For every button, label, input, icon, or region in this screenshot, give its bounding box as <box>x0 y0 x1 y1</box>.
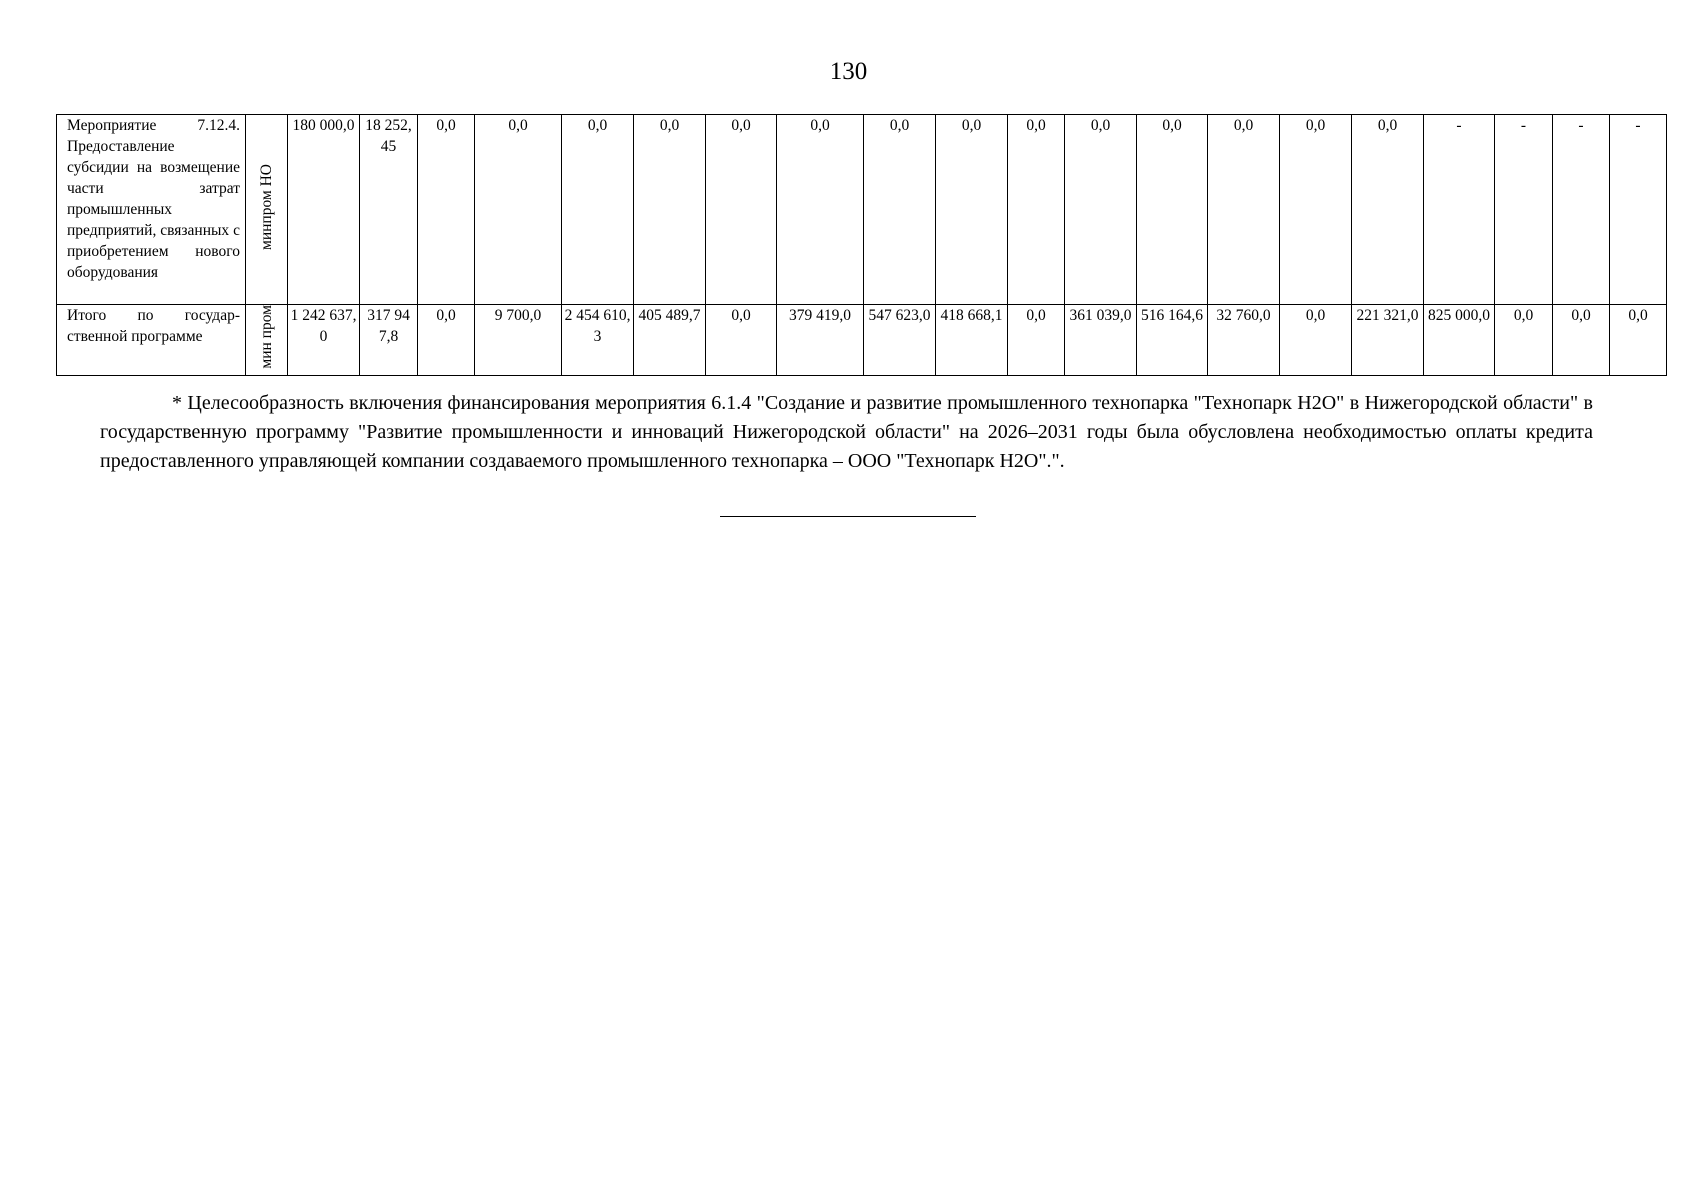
value-cell: - <box>1424 115 1495 305</box>
budget-table <box>56 114 1667 376</box>
value-cell: 0,0 <box>475 115 562 305</box>
value-cell: 547 623,0 <box>864 305 936 376</box>
value-cell: 405 489,7 <box>634 305 706 376</box>
value-cell: 0,0 <box>864 115 936 305</box>
value-cell: 32 760,0 <box>1208 305 1280 376</box>
value-cell: 0,0 <box>1208 115 1280 305</box>
executor-label: минпром НО <box>258 163 275 250</box>
value-cell: 221 321,0 <box>1352 305 1424 376</box>
value-cell: 0,0 <box>562 115 634 305</box>
value-cell: 0,0 <box>1280 115 1352 305</box>
value-cell: 0,0 <box>634 115 706 305</box>
value-cell: 317 947,8 <box>360 305 418 376</box>
end-separator-line <box>720 516 976 517</box>
value-cell: 516 164,6 <box>1137 305 1208 376</box>
row-name: Мероприятие 7.12.4. Предоставление субсидии на возмещение части затрат промышленных предприятий, связанных с приобретением нового оборудования <box>57 115 246 305</box>
value-cell: 0,0 <box>1065 115 1137 305</box>
value-cell: 0,0 <box>418 305 475 376</box>
value-cell: 0,0 <box>777 115 864 305</box>
executor-cell <box>246 305 288 376</box>
value-cell: 0,0 <box>1352 115 1424 305</box>
value-cell: 0,0 <box>706 305 777 376</box>
table-row <box>57 115 1667 305</box>
value-cell: - <box>1495 115 1553 305</box>
value-cell: 0,0 <box>1495 305 1553 376</box>
value-cell: 180 000,0 <box>288 115 360 305</box>
value-cell: 1 242 637,0 <box>288 305 360 376</box>
value-cell: 0,0 <box>936 115 1008 305</box>
value-cell: 2 454 610,3 <box>562 305 634 376</box>
executor-cell <box>246 115 288 305</box>
value-cell: 825 000,0 <box>1424 305 1495 376</box>
value-cell: 0,0 <box>1610 305 1667 376</box>
value-cell: 18 252,45 <box>360 115 418 305</box>
value-cell: 0,0 <box>1137 115 1208 305</box>
value-cell: 0,0 <box>418 115 475 305</box>
table-row <box>57 305 1667 376</box>
footnote: * Целесообразность включения финансирования мероприятия 6.1.4 "Создание и развитие промышленного технопарка "Технопарк Н2О" в Нижегородской области" в государственную программу "Развитие промышленности и инноваций Нижегородской области" на 2026–2031 годы была обусловлена необходимостью оплаты кредита предоставленного управляющей компании создаваемого промышленного технопарка – ООО "Технопарк Н2О".". <box>100 392 1593 472</box>
page-number: 130 <box>829 58 868 85</box>
executor-label: мин пром <box>257 305 275 369</box>
value-cell: 379 419,0 <box>777 305 864 376</box>
value-cell: 0,0 <box>1280 305 1352 376</box>
value-cell: 418 668,1 <box>936 305 1008 376</box>
value-cell: 9 700,0 <box>475 305 562 376</box>
value-cell: 0,0 <box>1008 115 1065 305</box>
value-cell: 0,0 <box>1008 305 1065 376</box>
value-cell: 0,0 <box>1553 305 1610 376</box>
row-name: Итого по государственной программе <box>57 305 246 376</box>
value-cell: - <box>1610 115 1667 305</box>
value-cell: - <box>1553 115 1610 305</box>
value-cell: 361 039,0 <box>1065 305 1137 376</box>
value-cell: 0,0 <box>706 115 777 305</box>
